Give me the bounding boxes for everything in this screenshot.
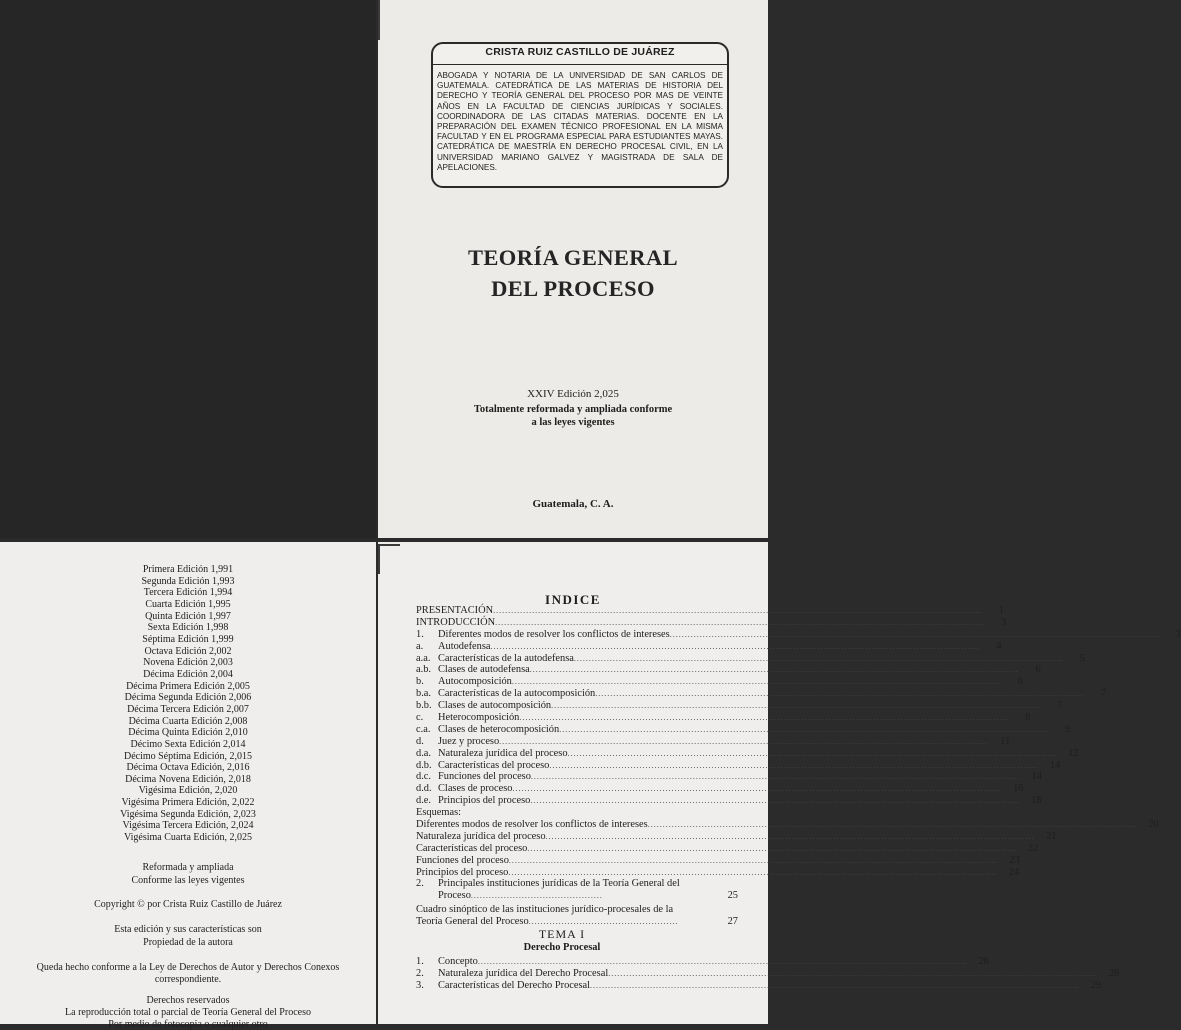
toc-entry bbox=[416, 842, 1039, 855]
edition-entry: Décima Novena Edición, 2,018 bbox=[125, 773, 251, 785]
toc-entry-number: b.b. bbox=[416, 700, 432, 712]
toc-entry-page: 7 bbox=[1101, 688, 1107, 700]
edition-entry: Tercera Edición 1,994 bbox=[143, 587, 233, 599]
toc-entry-2 bbox=[416, 878, 738, 902]
reform-note bbox=[0, 862, 376, 887]
toc-entry-number: d.d. bbox=[416, 783, 432, 795]
rights-notice bbox=[0, 995, 376, 1019]
toc-entry bbox=[416, 723, 1071, 736]
toc-entry-number: a.b. bbox=[416, 664, 432, 676]
toc-leader bbox=[549, 760, 1038, 772]
edition-entry: Décima Segunda Edición 2,006 bbox=[124, 692, 252, 704]
toc-cuadro bbox=[416, 904, 738, 928]
toc-entry-number: c.a. bbox=[416, 723, 431, 735]
edition-entry: Novena Edición 2,003 bbox=[143, 657, 233, 669]
toc-entry bbox=[416, 795, 1042, 807]
toc-entry-label: Clases de proceso bbox=[438, 783, 513, 795]
toc-entry-label: Naturaleza jurídica del proceso bbox=[438, 747, 568, 759]
toc-entry-number: 1. bbox=[416, 956, 424, 968]
toc-entry-page: 3 bbox=[1175, 628, 1181, 640]
toc-entry-label: Características de la autocomposición bbox=[438, 688, 596, 700]
toc-leader bbox=[574, 653, 1063, 665]
toc-entry-page: 29 bbox=[1090, 979, 1102, 991]
toc-entry-page: 24 bbox=[1008, 866, 1020, 878]
scan-edge-mark bbox=[378, 544, 400, 546]
edition-entry: Séptima Edición 1,999 bbox=[142, 633, 234, 645]
toc-entry bbox=[416, 676, 1023, 688]
toc-entry-label-continued: Proceso bbox=[438, 890, 471, 902]
toc-entry-page: 7 bbox=[1056, 700, 1063, 712]
legal-notice bbox=[0, 962, 376, 986]
toc-leader bbox=[527, 843, 1016, 855]
toc-leader bbox=[512, 676, 1001, 688]
toc-entry-label: Autodefensa bbox=[438, 640, 491, 652]
toc-leader bbox=[519, 712, 1008, 724]
edition-entry: Quinta Edición 1,997 bbox=[145, 610, 231, 622]
toc-leader bbox=[559, 724, 1048, 736]
toc-entry-number: a.a. bbox=[416, 652, 431, 664]
edition-entry: Décima Quinta Edición 2,010 bbox=[128, 727, 248, 739]
toc-entry-page: 1 bbox=[998, 604, 1005, 616]
toc-entry bbox=[416, 979, 1102, 992]
toc-entry-page: 6 bbox=[1035, 664, 1041, 676]
editions-list bbox=[0, 564, 376, 844]
toc-entry-number: d.c. bbox=[416, 771, 432, 783]
toc-entry-label: Funciones del proceso bbox=[438, 771, 531, 783]
toc-leader bbox=[568, 748, 1057, 760]
edition-entry: Décima Edición 2,004 bbox=[143, 668, 233, 680]
edition-entry: Décima Cuarta Edición 2,008 bbox=[128, 715, 248, 727]
toc-entry-label: Clases de autocomposición bbox=[438, 700, 552, 712]
toc-entry bbox=[416, 616, 1007, 629]
toc-entry-page: 25 bbox=[727, 890, 738, 902]
toc-leader: ............................................ bbox=[470, 891, 603, 901]
toc-leader bbox=[551, 700, 1040, 712]
toc-entry bbox=[416, 652, 1085, 665]
edition-entry: Segunda Edición 1,993 bbox=[141, 575, 235, 587]
toc-leader: .................................................. bbox=[528, 917, 679, 927]
toc-entry-label: Principios del proceso bbox=[438, 795, 531, 807]
rights-line-1: Derechos reservados bbox=[146, 995, 230, 1006]
edition-note bbox=[378, 403, 768, 429]
toc-entry-number: 3. bbox=[416, 979, 424, 991]
toc-entry-label: Principios del proceso bbox=[416, 866, 509, 878]
toc-leader bbox=[531, 771, 1020, 783]
edition-entry: Cuarta Edición 1,995 bbox=[145, 598, 231, 610]
reform-note-line-1: Reformada y ampliada bbox=[142, 862, 234, 873]
author-bio: ABOGADA Y NOTARIA DE LA UNIVERSIDAD DE SAN CARLOS DE GUATEMALA. CATEDRÁTICA DE LAS MATERIAS DE HISTORIA DEL DERECHO Y TEORÍA GENERAL DEL PROCESO POR MAS DE VEINTE AÑOS EN LA FACULTAD DE CIENCIAS JURÍDICAS Y SOCIALES. COORDINADORA DE LAS CITADAS MATERIAS. DOCENTE EN LA PREPARACIÓN DEL EXAMEN TÉCNICO PROFESIONAL EN LA MISMA FACULTAD Y EN EL PROGRAMA ESPECIAL PARA ESTUDIANTES MAYAS. CATEDRÁTICA DE MAESTRÍA EN DERECHO PROCESAL CIVIL, EN LA UNIVERSIDAD MARIANO GALVEZ Y MAGISTRADA DE SALA DE APELACIONES. bbox=[437, 71, 723, 172]
toc-entry-page: 5 bbox=[1079, 652, 1085, 664]
editions-page bbox=[0, 542, 376, 1030]
edition-label: XXIV Edición 2,025 bbox=[527, 388, 619, 400]
toc-entry-label: Características del proceso bbox=[416, 842, 528, 854]
toc-entry-page: 18 bbox=[1030, 795, 1042, 807]
toc-entry-label: Diferentes modos de resolver los conflictos de intereses bbox=[416, 819, 648, 831]
toc-leader bbox=[512, 783, 1001, 795]
toc-entry-label: Características de la autodefensa bbox=[438, 652, 574, 664]
toc-entry-page: 16 bbox=[1013, 783, 1024, 795]
esquemas-heading: Esquemas: bbox=[416, 807, 462, 819]
toc-entry-page: 21 bbox=[1046, 830, 1057, 842]
edition-entry: Décima Octava Edición, 2,016 bbox=[126, 762, 250, 774]
edition-entry: Sexta Edición 1,998 bbox=[147, 622, 229, 634]
toc-entry-label-continued: Teoría General del Proceso bbox=[416, 916, 529, 928]
toc-entry bbox=[416, 688, 1107, 700]
toc-entry-label: INTRODUCCIÓN bbox=[416, 616, 496, 628]
toc-entry-label: Características del Derecho Procesal bbox=[438, 979, 591, 991]
edition-entry: Décimo Séptima Edición, 2,015 bbox=[123, 750, 253, 762]
table-of-contents bbox=[416, 604, 1181, 992]
toc-entry-page: 6 bbox=[1017, 676, 1023, 688]
toc-entry-number: d.b. bbox=[416, 759, 432, 771]
toc-entry-page: 14 bbox=[1031, 771, 1042, 783]
toc-entry bbox=[416, 830, 1057, 843]
toc-entry-page: 22 bbox=[1027, 842, 1039, 854]
toc-entry-number: b. bbox=[416, 676, 424, 688]
toc-entry bbox=[416, 866, 1020, 879]
toc-leader bbox=[595, 688, 1084, 700]
toc-entry-page: 3 bbox=[1000, 616, 1007, 628]
toc-leader bbox=[530, 795, 1019, 807]
publication-place: Guatemala, C. A. bbox=[532, 498, 614, 510]
toc-entry-label: Naturaleza jurídica del Derecho Procesal bbox=[438, 967, 609, 979]
toc-entry-page: 23 bbox=[1009, 854, 1020, 866]
toc-entry-page: 4 bbox=[996, 640, 1002, 652]
toc-entry-label: Clases de heterocomposición bbox=[438, 723, 560, 735]
book-title-line-2: DEL PROCESO bbox=[491, 276, 655, 301]
edition-entry: Décimo Sexta Edición 2,014 bbox=[130, 738, 246, 750]
toc-entry-number: a. bbox=[416, 640, 424, 652]
legal-line-2: correspondiente. bbox=[154, 974, 222, 986]
toc-entry bbox=[416, 747, 1079, 760]
toc-entry-label: Características del proceso bbox=[438, 759, 550, 771]
property-line-2: Propiedad de la autora bbox=[143, 936, 233, 948]
copyright-notice: Copyright © por Crista Ruiz Castillo de Juárez bbox=[94, 899, 282, 910]
tema-subtitle: Derecho Procesal bbox=[523, 942, 601, 954]
toc-leader bbox=[670, 629, 1159, 641]
toc-entry bbox=[416, 967, 1120, 980]
toc-entry bbox=[416, 604, 1005, 617]
edition-entry: Décima Primera Edición 2,005 bbox=[126, 680, 250, 692]
toc-entry-label: Autocomposición bbox=[438, 676, 512, 688]
toc-leader bbox=[530, 664, 1019, 676]
toc-entry bbox=[416, 664, 1041, 676]
toc-entry-page: 11 bbox=[1000, 735, 1011, 747]
toc-entry-page: 28 bbox=[1108, 967, 1120, 979]
tema-title: TEMA I bbox=[538, 927, 586, 942]
property-notice bbox=[0, 924, 376, 949]
toc-leader bbox=[546, 831, 1035, 843]
toc-leader bbox=[478, 956, 967, 968]
toc-entry bbox=[416, 759, 1061, 772]
rights-line-2: La reproducción total o parcial de Teoría General del Proceso bbox=[65, 1007, 311, 1019]
scan-edge-mark bbox=[378, 0, 380, 40]
scan-edge-mark bbox=[378, 544, 380, 574]
toc-entry bbox=[416, 640, 1002, 653]
book-title-line-1: TEORÍA GENERAL bbox=[467, 245, 679, 270]
toc-leader bbox=[648, 819, 1137, 831]
toc-leader bbox=[590, 980, 1079, 992]
author-box bbox=[431, 42, 729, 188]
toc-leader bbox=[608, 968, 1097, 980]
toc-entry bbox=[416, 771, 1042, 783]
toc-entry-page: 27 bbox=[727, 916, 738, 928]
toc-entry bbox=[416, 700, 1063, 712]
toc-leader bbox=[491, 641, 980, 653]
toc-entry-page: 8 bbox=[1025, 712, 1031, 723]
edition-entry: Vigésima Cuarta Edición, 2,025 bbox=[124, 832, 252, 844]
edition-note-line-2: a las leyes vigentes bbox=[531, 417, 615, 428]
toc-leader bbox=[499, 736, 988, 748]
toc-entry-label: Clases de autodefensa bbox=[438, 664, 530, 676]
toc-entry-number: b.a. bbox=[416, 688, 432, 700]
toc-entry-number: d.e. bbox=[416, 795, 432, 807]
legal-line-1: Queda hecho conforme a la Ley de Derechos de Autor y Derechos Conexos bbox=[36, 962, 340, 973]
title-page bbox=[378, 0, 768, 538]
toc-entry bbox=[416, 819, 1159, 831]
toc-entry bbox=[416, 956, 989, 968]
toc-entry-page: 28 bbox=[978, 956, 989, 968]
index-page bbox=[378, 542, 1181, 1024]
edition-note-line-1: Totalmente reformada y ampliada conforme bbox=[473, 404, 673, 415]
toc-leader bbox=[508, 867, 997, 879]
toc-entry-page: 14 bbox=[1049, 759, 1061, 771]
edition-entry: Vigésima Edición, 2,020 bbox=[138, 785, 238, 797]
toc-leader bbox=[493, 605, 982, 617]
edition-entry: Vigésima Segunda Edición, 2,023 bbox=[120, 808, 256, 820]
toc-entry-label: PRESENTACIÓN bbox=[416, 604, 494, 616]
toc-entry bbox=[416, 854, 1020, 867]
toc-entry bbox=[416, 628, 1181, 641]
toc-entry-number: d. bbox=[416, 735, 424, 747]
toc-entry-number: 1. bbox=[416, 628, 424, 640]
edition-entry: Décima Tercera Edición 2,007 bbox=[127, 703, 249, 715]
toc-entry-label: Cuadro sinóptico de las instituciones jurídico-procesales de la bbox=[416, 904, 674, 916]
edition-entry: Vigésima Primera Edición, 2,022 bbox=[121, 797, 255, 809]
toc-entry-label: Naturaleza jurídica del proceso bbox=[416, 830, 546, 842]
author-name: CRISTA RUIZ CASTILLO DE JUÁREZ bbox=[485, 46, 675, 58]
toc-entry-number: d.a. bbox=[416, 747, 432, 759]
toc-entry-number: c. bbox=[416, 712, 424, 723]
book-title bbox=[378, 242, 768, 304]
property-line-1: Esta edición y sus características son bbox=[114, 924, 262, 935]
toc-entry bbox=[416, 735, 1011, 748]
toc-entry-number: 2. bbox=[416, 967, 424, 979]
edition-entry: Octava Edición 2,002 bbox=[144, 645, 232, 657]
scan-background bbox=[0, 0, 376, 538]
toc-entry-label: Concepto bbox=[438, 956, 478, 968]
toc-entry-number: 2. bbox=[416, 878, 424, 890]
toc-entry-label: Diferentes modos de resolver los conflictos de intereses bbox=[438, 628, 670, 640]
author-divider bbox=[433, 64, 727, 65]
toc-leader bbox=[509, 855, 998, 867]
toc-entry-page: 12 bbox=[1068, 747, 1079, 759]
edition-entry: Vigésima Tercera Edición, 2,024 bbox=[122, 820, 254, 832]
toc-entry-label: Juez y proceso bbox=[438, 735, 500, 747]
toc-leader bbox=[495, 617, 984, 629]
toc-entry-label: Principales instituciones jurídicas de la Teoría General del bbox=[438, 878, 680, 890]
toc-entry bbox=[416, 712, 1031, 724]
edition-entry: Primera Edición 1,991 bbox=[142, 564, 234, 575]
toc-entry-label: Funciones del proceso bbox=[416, 854, 509, 866]
toc-entry-page: 20 bbox=[1148, 819, 1159, 831]
toc-entry-page: 9 bbox=[1065, 723, 1071, 735]
toc-entry bbox=[416, 783, 1024, 795]
reform-note-line-2: Conforme las leyes vigentes bbox=[131, 874, 245, 886]
index-heading: INDICE bbox=[545, 592, 601, 607]
rights-line-3: Por medio de fotocopia o cualquier otro bbox=[108, 1019, 268, 1030]
toc-entry-label: Heterocomposición bbox=[438, 712, 520, 723]
